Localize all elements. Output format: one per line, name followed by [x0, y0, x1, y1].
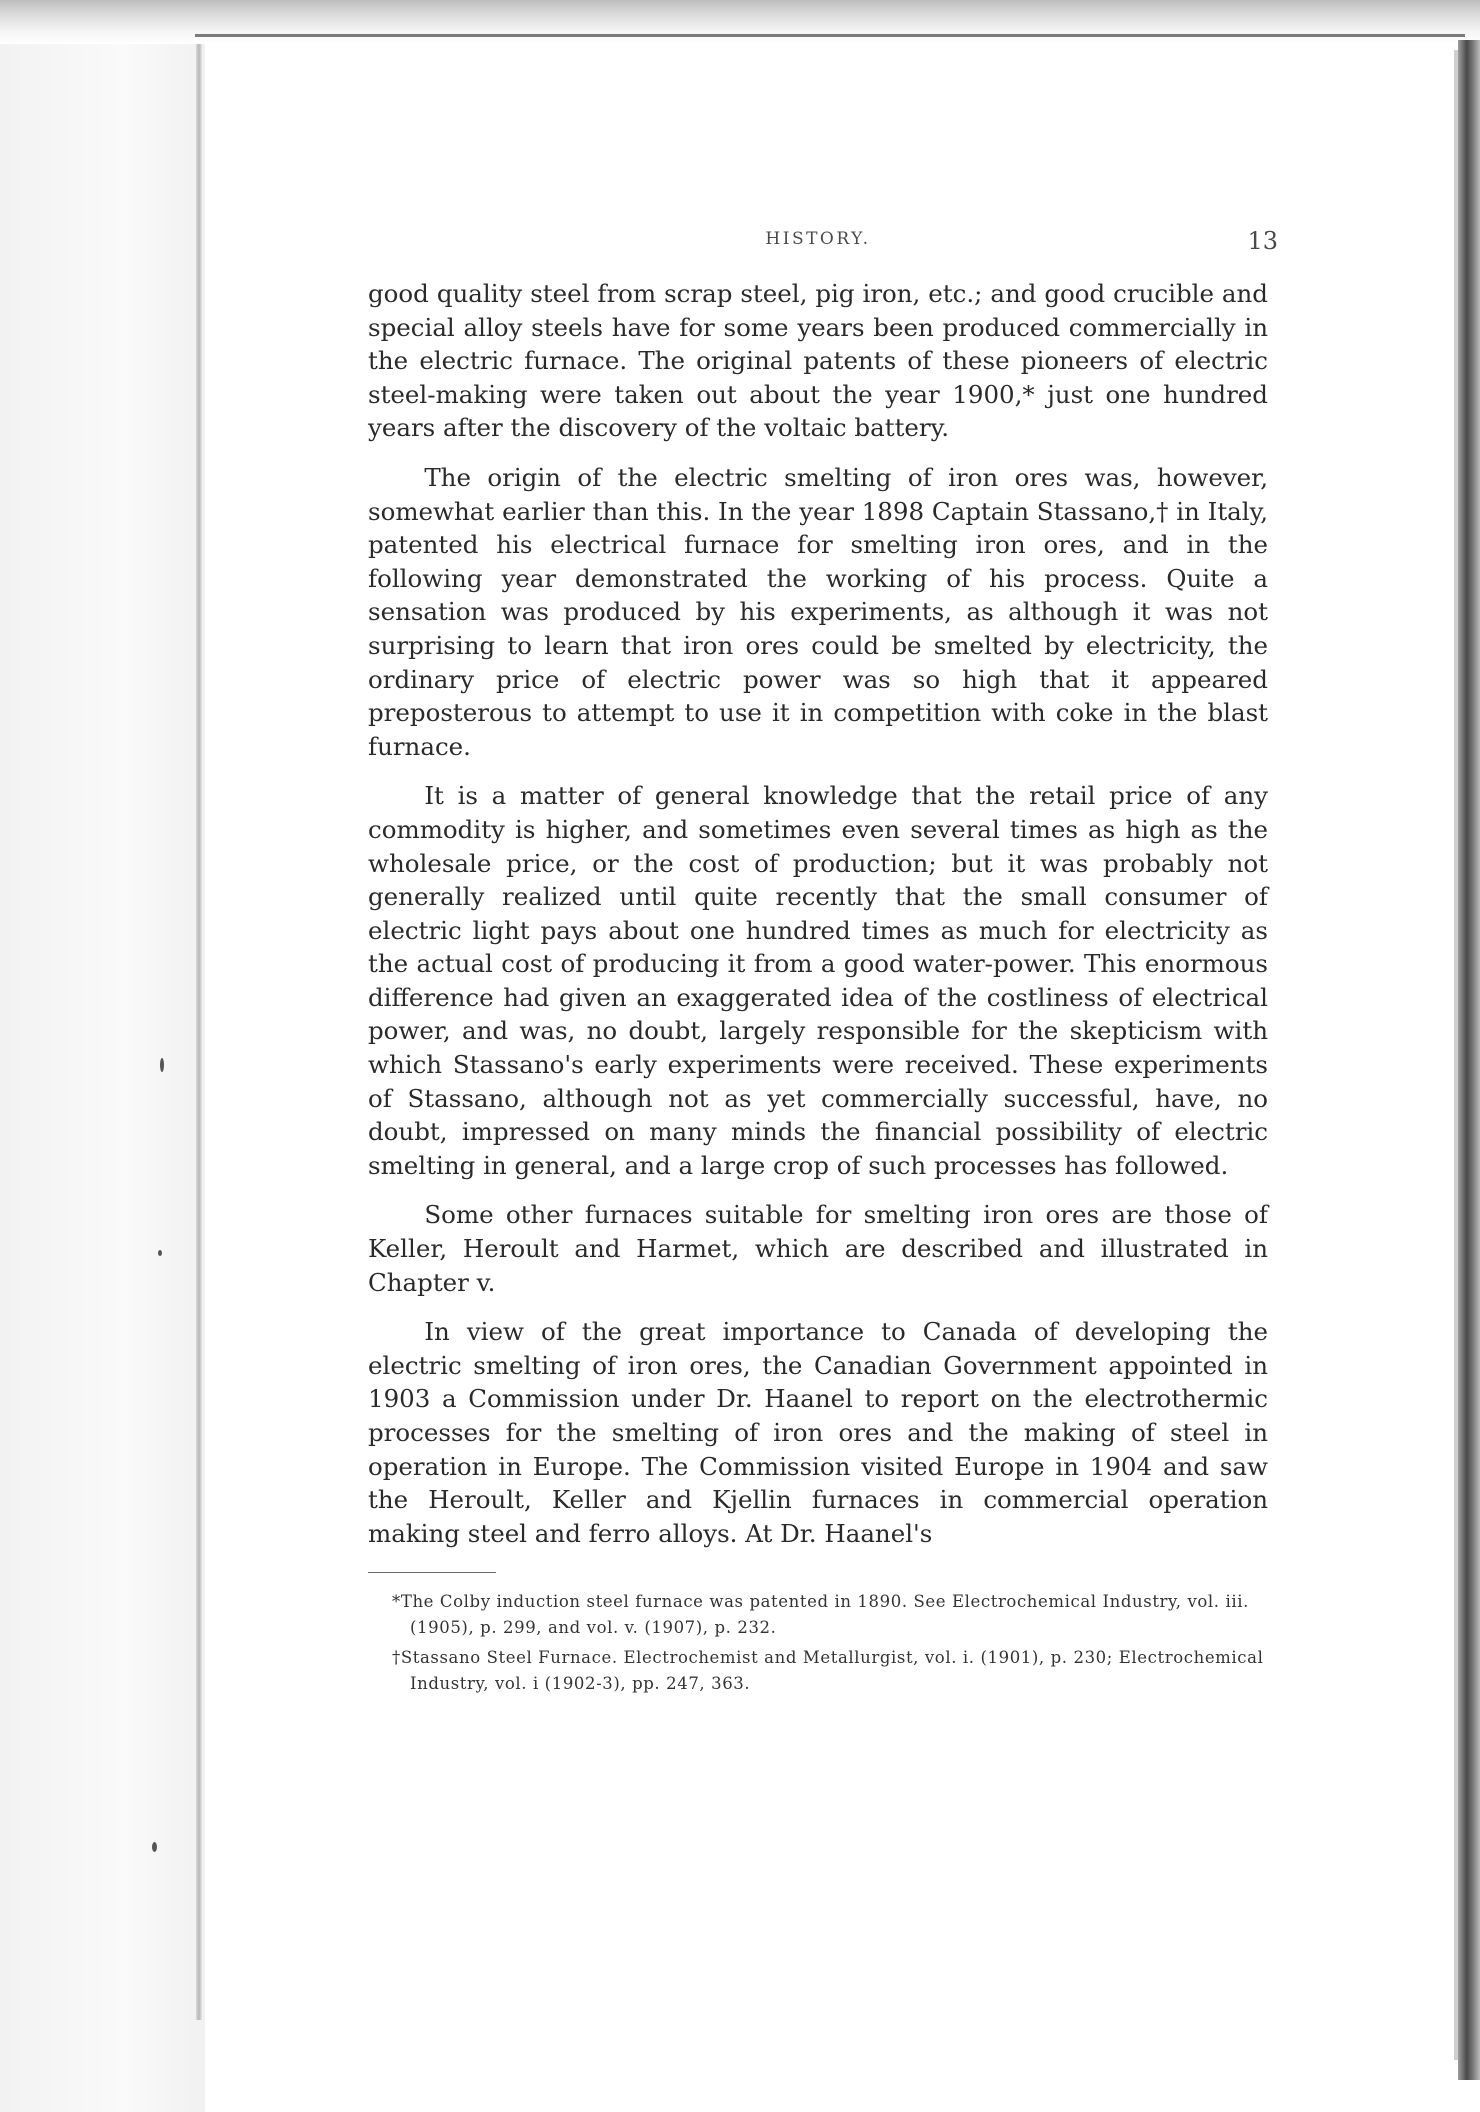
footnote: †Stassano Steel Furnace. Electrochemist and Metallurgist, vol. i. (1901), p. 230; Electrochemical Industry, vol. i (1902-3), pp. 247, 363. — [392, 1648, 1264, 1694]
footnote: *The Colby induction steel furnace was patented in 1890. See Electrochemical Industry, vol. iii. (1905), p. 299, and vol. v. (1907), p. 232. — [392, 1592, 1249, 1638]
book-right-edge — [1458, 40, 1480, 2080]
paragraph: It is a matter of general knowledge that the retail price of any commodity is higher, and sometimes even several times as high as the wholesale price, or the cost of production; but it was probably not generally realized until quite recently that the small consumer of electric light pays about one hundred times as much for electricity as the actual cost of producing it from a good water-power. This enormous difference had given an exaggerated idea of the costliness of electrical power, and was, no doubt, largely responsible for the skepticism with which Stassano's early experiments were received. These experiments of Stassano, although not as yet commercially successful, have, no doubt, impressed on many minds the financial possibility of electric smelting in general, and a large crop of such processes has followed. — [368, 781, 1268, 1180]
paragraph: good quality steel from scrap steel, pig iron, etc.; and good crucible and special alloy steels have for some years been produced commercially in the electric furnace. The original patents of these pioneers of electric steel-making were taken out about the year 1900,* just one hundred years after the discovery of the voltaic battery. — [368, 279, 1268, 443]
running-title: HISTORY. — [765, 229, 871, 249]
scan-speck — [152, 1842, 157, 1852]
footnote-divider — [368, 1572, 496, 1573]
paragraph: In view of the great importance to Canada of developing the electric smelting of iron ores, the Canadian Government appointed in 1903 a Commission under Dr. Haanel to report on the electrothermic processes for the smelting of iron ores and the making of steel in operation in Europe. The Commission visited Europe in 1904 and saw the Heroult, Keller and Kjellin furnaces in commercial operation making steel and ferro alloys. At Dr. Haanel's — [368, 1317, 1268, 1548]
page-top-edge-line — [195, 34, 1465, 37]
scan-speck — [158, 1250, 162, 1256]
running-head — [368, 225, 1278, 265]
page-number: 13 — [1247, 227, 1278, 255]
scan-top-edge — [0, 0, 1480, 44]
book-page — [368, 225, 1278, 1701]
book-spine-shadow — [196, 40, 202, 2020]
scan-speck — [160, 1058, 164, 1072]
paragraph: The origin of the electric smelting of iron ores was, however, somewhat earlier than this. In the year 1898 Captain Stassano,† in Italy, patented his electrical furnace for smelting iron ores, and in the following year demonstrated the working of his process. Quite a sensation was produced by his experiments, as although it was not surprising to learn that iron ores could be smelted by electricity, the ordinary price of electric power was so high that it appeared preposterous to attempt to use it in competition with coke in the blast furnace. — [368, 462, 1268, 761]
body-text — [368, 277, 1268, 1550]
paragraph: Some other furnaces suitable for smelting iron ores are those of Keller, Heroult and Harmet, which are described and illustrated in Chapter v. — [368, 1200, 1268, 1297]
facing-page-gutter — [0, 0, 205, 2112]
footnotes — [368, 1589, 1268, 1697]
